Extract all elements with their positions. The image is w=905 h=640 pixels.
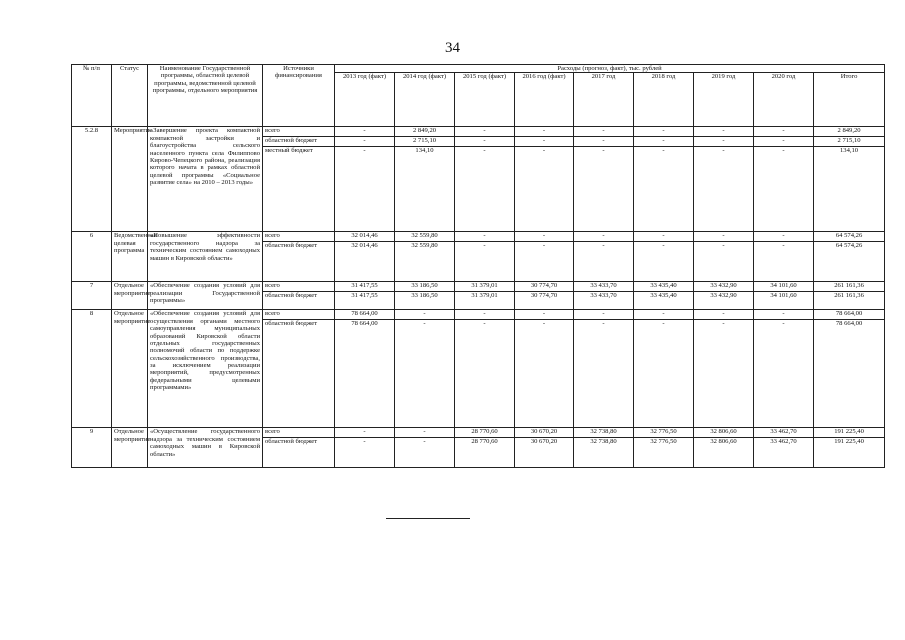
table-cell: 78 664,00: [335, 320, 395, 428]
table-cell: -: [395, 320, 455, 428]
header-year: 2015 год (факт): [455, 73, 515, 127]
table-cell: -: [574, 232, 634, 242]
header-year: 2020 год: [754, 73, 814, 127]
table-cell: 32 014,46: [335, 242, 395, 282]
table-cell: 34 101,60: [754, 292, 814, 310]
table-cell: 33 186,50: [395, 292, 455, 310]
table-cell: 31 417,55: [335, 282, 395, 292]
table-cell: 33 462,70: [754, 438, 814, 468]
budget-table: [71, 64, 885, 468]
table-cell: -: [694, 310, 754, 320]
row-source: всего: [263, 127, 335, 137]
header-expenses: Расходы (прогноз, факт), тыс. рублей: [335, 65, 885, 73]
row-status: Мероприятие: [112, 127, 148, 232]
table-cell-total: 64 574,26: [814, 232, 885, 242]
row-num: 9: [72, 428, 112, 468]
header-year: 2013 год (факт): [335, 73, 395, 127]
table-cell: -: [574, 137, 634, 147]
table-cell: 33 433,70: [574, 282, 634, 292]
table-cell: 31 417,55: [335, 292, 395, 310]
table-cell: -: [335, 147, 395, 232]
table-cell: -: [634, 320, 694, 428]
row-num: 8: [72, 310, 112, 428]
table-cell: 32 776,50: [634, 428, 694, 438]
row-name: «Обеспечение создания условий для осуществления органами местного самоуправления муниципальных образований Кировской области отдельных государственных полномочий области по поддержке сельскохозяйственного производства, за исключением реализации мероприятий, предусмотренных федеральными целевыми программами»: [148, 310, 263, 428]
table-cell: 2 849,20: [395, 127, 455, 137]
table-cell: -: [395, 310, 455, 320]
table-cell-total: 134,10: [814, 147, 885, 232]
table-cell: -: [574, 320, 634, 428]
table-cell: 33 432,90: [694, 282, 754, 292]
page-number: 34: [445, 40, 460, 56]
table-cell: -: [634, 147, 694, 232]
table-cell: -: [455, 127, 515, 137]
table-cell: -: [754, 137, 814, 147]
table-cell-total: 2 715,10: [814, 137, 885, 147]
table-cell: 32 738,80: [574, 438, 634, 468]
table-cell: -: [515, 127, 574, 137]
table-header: [72, 65, 885, 127]
table-cell: -: [335, 428, 395, 438]
table-cell: -: [634, 127, 694, 137]
table-cell: 30 670,20: [515, 428, 574, 438]
table-cell-total: 191 225,40: [814, 428, 885, 438]
header-total: Итого: [814, 73, 885, 127]
row-source: областной бюджет: [263, 320, 335, 428]
table-cell: 31 379,01: [455, 292, 515, 310]
table-cell: 33 435,40: [634, 282, 694, 292]
header-year: 2014 год (факт): [395, 73, 455, 127]
table-cell: -: [754, 147, 814, 232]
table-cell: -: [455, 232, 515, 242]
row-source: областной бюджет: [263, 438, 335, 468]
header-year: 2017 год: [574, 73, 634, 127]
table-cell: 30 774,70: [515, 282, 574, 292]
table-cell: 33 432,90: [694, 292, 754, 310]
row-source: всего: [263, 282, 335, 292]
table-cell: 32 559,80: [395, 232, 455, 242]
table-cell: -: [754, 310, 814, 320]
table-cell-total: 261 161,36: [814, 282, 885, 292]
table-cell: 34 101,60: [754, 282, 814, 292]
header-year: 2016 год (факт): [515, 73, 574, 127]
table-cell: 32 559,80: [395, 242, 455, 282]
row-name: «Завершение проекта компактной компактной застройки и благоустройства сельского населенного пункта села Филиппово Кирово-Чепецкого района, реализация которого начата в рамках областной целевой программы «Социальное развитие села» на 2010 – 2013 годы»: [148, 127, 263, 232]
table-cell: -: [574, 242, 634, 282]
table-cell: -: [754, 242, 814, 282]
table-cell: -: [754, 127, 814, 137]
table-cell: 33 462,70: [754, 428, 814, 438]
header-num: № п/п: [72, 65, 112, 127]
row-source: областной бюджет: [263, 137, 335, 147]
table-cell: 134,10: [395, 147, 455, 232]
row-status: Отдельное мероприятие: [112, 428, 148, 468]
table-cell-total: 261 161,36: [814, 292, 885, 310]
table-cell: 33 186,50: [395, 282, 455, 292]
header-year: 2018 год: [634, 73, 694, 127]
table-cell: 28 770,60: [455, 438, 515, 468]
row-source: областной бюджет: [263, 292, 335, 310]
table-cell: -: [515, 232, 574, 242]
table-cell: -: [395, 428, 455, 438]
table-cell: -: [335, 137, 395, 147]
table-row: [72, 428, 885, 438]
table-cell: 32 806,60: [694, 428, 754, 438]
table-cell: -: [694, 242, 754, 282]
table-cell: 2 715,10: [395, 137, 455, 147]
table-cell: -: [455, 137, 515, 147]
header-source: Источники финансирования: [263, 65, 335, 127]
table-cell: 30 670,20: [515, 438, 574, 468]
row-status: Отдельное мероприятие: [112, 282, 148, 310]
table-cell: 32 776,50: [634, 438, 694, 468]
row-name: «Обеспечение создания условий для реализации Государственной программы»: [148, 282, 263, 310]
table-row: [72, 127, 885, 137]
row-name: «Повышение эффективности государственного надзора за техническим состоянием самоходных машин в Кировской области»: [148, 232, 263, 282]
table-cell: -: [395, 438, 455, 468]
table-cell: -: [634, 232, 694, 242]
footer-rule: [386, 518, 470, 519]
row-source: всего: [263, 310, 335, 320]
row-name: «Осуществление государственного надзора за техническим состоянием самоходных машин в Кировской области»: [148, 428, 263, 468]
table-cell: -: [515, 147, 574, 232]
table-cell: 78 664,00: [335, 310, 395, 320]
table-cell: -: [515, 242, 574, 282]
table-cell: -: [515, 137, 574, 147]
table-cell: -: [574, 310, 634, 320]
row-num: 5.2.8: [72, 127, 112, 232]
table-cell: -: [754, 232, 814, 242]
table-cell: -: [694, 137, 754, 147]
table-cell: -: [694, 232, 754, 242]
header-status: Статус: [112, 65, 148, 127]
table-row: [72, 310, 885, 320]
table-cell: -: [754, 320, 814, 428]
table-cell: 32 806,60: [694, 438, 754, 468]
table-row: [72, 282, 885, 292]
table-cell: -: [694, 320, 754, 428]
table-row: [72, 232, 885, 242]
header-year: 2019 год: [694, 73, 754, 127]
table-cell: -: [634, 242, 694, 282]
table-cell-total: 191 225,40: [814, 438, 885, 468]
table-cell: -: [455, 320, 515, 428]
table-cell: 31 379,01: [455, 282, 515, 292]
row-status: Ведомственная целевая программа: [112, 232, 148, 282]
row-source: областной бюджет: [263, 242, 335, 282]
table-cell: -: [335, 438, 395, 468]
table-cell-total: 78 664,00: [814, 310, 885, 320]
header-name: Наименование Государственной программы, областной целевой программы, ведомственной целевой программы, отдельного мероприятия: [148, 65, 263, 127]
table-cell: 30 774,70: [515, 292, 574, 310]
table-cell: -: [574, 147, 634, 232]
row-source: местный бюджет: [263, 147, 335, 232]
table-cell: -: [694, 147, 754, 232]
table-cell: 33 435,40: [634, 292, 694, 310]
table-cell: -: [455, 242, 515, 282]
row-num: 7: [72, 282, 112, 310]
row-num: 6: [72, 232, 112, 282]
table-cell-total: 64 574,26: [814, 242, 885, 282]
table-cell: -: [515, 320, 574, 428]
table-cell: -: [694, 127, 754, 137]
row-source: всего: [263, 232, 335, 242]
row-source: всего: [263, 428, 335, 438]
table-cell-total: 78 664,00: [814, 320, 885, 428]
row-status: Отдельное мероприятие: [112, 310, 148, 428]
table-cell: -: [634, 137, 694, 147]
table-cell: -: [335, 127, 395, 137]
table-cell: -: [455, 147, 515, 232]
table-cell: 32 014,46: [335, 232, 395, 242]
table-cell: -: [574, 127, 634, 137]
table-cell: -: [515, 310, 574, 320]
table-cell: 32 738,80: [574, 428, 634, 438]
table-cell-total: 2 849,20: [814, 127, 885, 137]
table-cell: -: [634, 310, 694, 320]
table-cell: 28 770,60: [455, 428, 515, 438]
table-cell: 33 433,70: [574, 292, 634, 310]
table-cell: -: [455, 310, 515, 320]
